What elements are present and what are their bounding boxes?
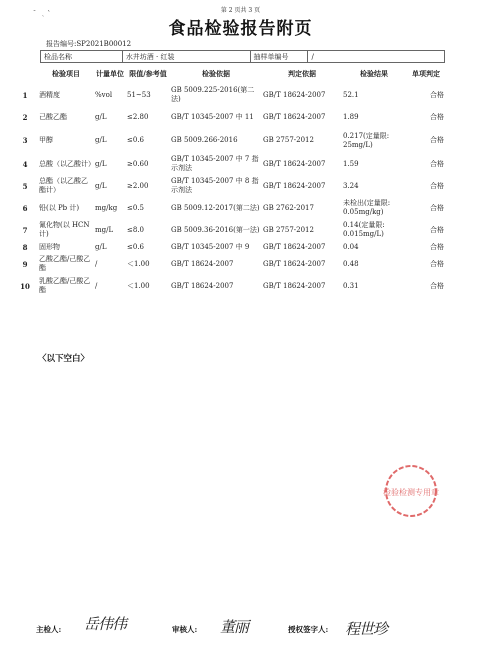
unit: g/L — [95, 242, 107, 251]
authorized-signer-signature: 程世珍 — [345, 620, 388, 638]
sample-name-label: 检品名称 — [41, 51, 123, 63]
test-method: GB/T 10345-2007 中 11 — [171, 112, 254, 121]
verdict: 合格 — [430, 159, 444, 168]
test-item: 氰化物(以 HCN 计) — [39, 221, 90, 238]
row-index: 9 — [22, 259, 28, 269]
limit-value: ≤0.5 — [127, 203, 144, 212]
seal-text: 检验检测专用章 — [383, 488, 439, 497]
test-result: 1.59 — [343, 159, 359, 168]
test-method: GB 5009.12-2017(第二法) — [171, 203, 260, 212]
row-index: 1 — [22, 90, 28, 100]
sample-info-row — [41, 51, 445, 63]
row-index: 4 — [22, 159, 28, 169]
test-item: 固形物 — [39, 242, 60, 251]
row-index: 5 — [22, 181, 28, 191]
reviewer-label: 审核人: — [172, 625, 198, 634]
page-title: 食品检验报告附页 — [168, 19, 313, 39]
verdict: 合格 — [430, 242, 444, 251]
judgement-basis: GB/T 18624-2007 — [263, 181, 326, 190]
limit-value: ≤0.6 — [127, 242, 144, 251]
judgement-basis: GB/T 18624-2007 — [263, 90, 326, 99]
corner-mark: ˉ — [33, 10, 36, 17]
column-header: 计量单位 — [96, 69, 124, 78]
verdict: 合格 — [430, 90, 444, 99]
sample-info-table — [40, 50, 445, 63]
results-table — [12, 64, 446, 297]
reviewer-signature: 董丽 — [220, 618, 249, 636]
column-header: 检验依据 — [202, 69, 230, 78]
test-result: 52.1 — [343, 90, 359, 99]
unit: %vol — [95, 90, 113, 99]
limit-value: ＜1.00 — [127, 259, 150, 268]
judgement-basis: GB/T 18624-2007 — [263, 259, 326, 268]
test-result: 0.31 — [343, 281, 359, 290]
unit: mg/kg — [95, 203, 118, 212]
judgement-basis: GB/T 18624-2007 — [263, 159, 326, 168]
column-header: 限值/参考值 — [129, 69, 167, 78]
test-method: GB/T 10345-2007 中 9 — [171, 242, 250, 251]
inspector-signature: 岳伟伟 — [84, 615, 127, 633]
verdict: 合格 — [430, 225, 444, 234]
limit-value: ≤2.80 — [127, 112, 149, 121]
row-index: 2 — [22, 112, 28, 122]
test-result: 0.04 — [343, 242, 359, 251]
unit: g/L — [95, 112, 107, 121]
test-item: 总酯（以乙酸乙酯计） — [39, 177, 88, 194]
page-counter: 第 2 页共 3 页 — [220, 7, 261, 14]
unit: / — [95, 259, 98, 268]
corner-mark: ‛ — [48, 10, 50, 17]
limit-value: ≤0.6 — [127, 136, 144, 144]
test-result: 1.89 — [343, 112, 359, 121]
verdict: 合格 — [430, 203, 444, 212]
table-row — [12, 197, 446, 219]
corner-mark: ˎ — [42, 10, 44, 17]
column-header: 判定依据 — [288, 69, 316, 78]
limit-value: 51~53 — [127, 90, 151, 99]
test-result: 0.14(定量限: 0.015mg/L) — [343, 221, 385, 238]
verdict: 合格 — [430, 136, 444, 144]
unit: g/L — [95, 136, 107, 144]
authorized-signer-label: 授权签字人: — [288, 625, 329, 634]
verdict: 合格 — [430, 181, 444, 190]
test-method: GB 5009.36-2016(第一法) — [171, 225, 260, 234]
column-header: 检验结果 — [360, 69, 388, 78]
verdict: 合格 — [430, 281, 444, 290]
test-item: 甲醇 — [39, 136, 53, 144]
table-row — [12, 106, 446, 128]
limit-value: ＜1.00 — [127, 281, 150, 290]
row-index: 3 — [22, 136, 28, 145]
test-result: 3.24 — [343, 181, 359, 190]
sample-name-value: 水井坊酒 · 红装 — [122, 51, 250, 63]
report-number: 报告编号:SP2021B00012 — [46, 40, 132, 48]
verdict: 合格 — [430, 112, 444, 121]
column-header — [12, 64, 38, 84]
inspector-label: 主检人: — [36, 625, 62, 634]
column-header: 检验项目 — [52, 69, 80, 78]
table-row — [12, 128, 446, 153]
unit: / — [95, 281, 98, 290]
judgement-basis: GB 2757-2012 — [263, 136, 314, 144]
row-index: 7 — [22, 225, 28, 235]
unit: mg/L — [95, 225, 114, 234]
test-result: 0.48 — [343, 259, 359, 268]
sampling-no-value: / — [308, 51, 445, 63]
row-index: 10 — [20, 281, 30, 291]
test-item: 总酸（以乙酸计） — [39, 159, 95, 168]
row-index: 6 — [22, 203, 28, 213]
judgement-basis: GB 2762-2017 — [263, 203, 314, 212]
table-row — [12, 153, 446, 175]
test-method: GB/T 18624-2007 — [171, 281, 234, 290]
table-row — [12, 84, 446, 106]
limit-value: ≤8.0 — [127, 225, 144, 234]
test-item: 己酸乙酯 — [39, 112, 67, 121]
judgement-basis: GB 2757-2012 — [263, 225, 314, 234]
blank-below-note: 〈以下空白〉 — [38, 354, 90, 364]
table-row — [12, 275, 446, 297]
test-result: 未检出(定量限: 0.05mg/kg) — [343, 199, 391, 216]
table-row — [12, 241, 446, 253]
sampling-no-label: 抽样单编号 — [250, 51, 308, 63]
test-result: 0.217(定量限: 25mg/L) — [343, 131, 390, 149]
column-header: 单项判定 — [412, 69, 440, 78]
judgement-basis: GB/T 18624-2007 — [263, 112, 326, 121]
test-item: 乳酸乙酯/己酸乙酯 — [39, 277, 91, 294]
results-body — [12, 84, 446, 297]
test-item: 铅(以 Pb 计) — [39, 203, 80, 212]
test-method: GB 5009.225-2016(第二法) — [171, 86, 255, 103]
unit: g/L — [95, 181, 107, 190]
test-method: GB/T 10345-2007 中 7 指示剂法 — [171, 155, 259, 172]
unit: g/L — [95, 159, 107, 168]
limit-value: ≥2.00 — [127, 181, 149, 190]
results-header-row — [12, 64, 446, 84]
table-row — [12, 253, 446, 275]
inspection-seal — [382, 462, 440, 520]
row-index: 8 — [22, 242, 28, 252]
test-item: 酒精度 — [39, 90, 60, 99]
test-method: GB/T 18624-2007 — [171, 259, 234, 268]
limit-value: ≥0.60 — [127, 159, 149, 168]
test-method: GB/T 10345-2007 中 8 指示剂法 — [171, 177, 259, 194]
judgement-basis: GB/T 18624-2007 — [263, 281, 326, 290]
test-item: 乙酸乙酯/己酸乙酯 — [39, 255, 91, 272]
judgement-basis: GB/T 18624-2007 — [263, 242, 326, 251]
table-row — [12, 175, 446, 197]
test-method: GB 5009.266-2016 — [171, 136, 238, 144]
verdict: 合格 — [430, 259, 444, 268]
table-row — [12, 219, 446, 241]
